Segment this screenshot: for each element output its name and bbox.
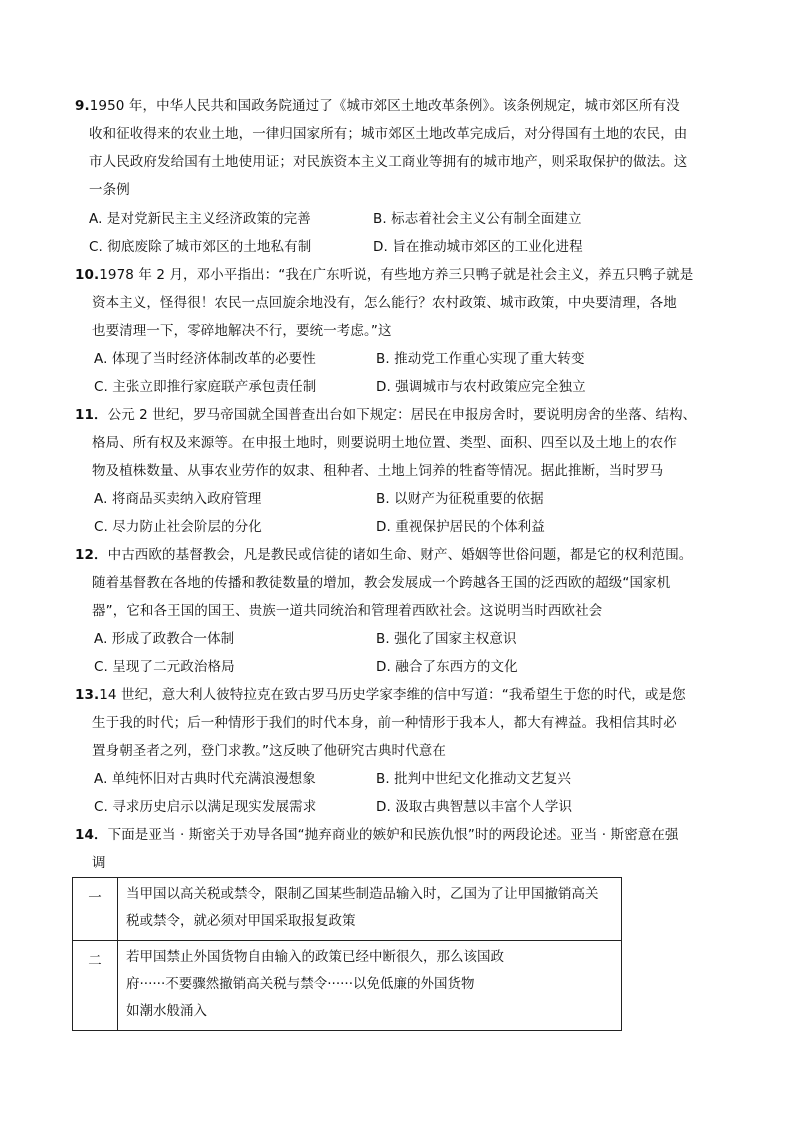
question-11-option-d[interactable]: D. 重视保护居民的个体利益 [376,519,545,535]
question-12-option-b[interactable]: B. 强化了国家主权意识 [376,631,517,647]
question-9-line-3: 市人民政府发给国有土地使用证；对民族资本主义工商业等拥有的城市地产，则采取保护的做法。这 [89,154,688,170]
question-12-option-d[interactable]: D. 融合了东西方的文化 [376,659,518,675]
table-row [73,941,622,1031]
question-13-option-b[interactable]: B. 批判中世纪文化推动文艺复兴 [376,771,571,787]
question-9-number: 9. [75,98,90,114]
table-row [73,878,622,941]
question-14-table [72,877,622,1031]
row-text-2: 若甲国禁止外国货物自由输入的政策已经中断很久，那么该国政 府······不要骤然撤销高关税与禁令······以免低廉的外国货物 如潮水般涌入 [118,941,622,1031]
row-label-1: 一 [73,878,118,941]
question-9-line-2: 收和征收得来的农业土地，一律归国家所有；城市郊区土地改革完成后，对分得国有土地的农民，由 [89,126,688,142]
question-11-option-b[interactable]: B. 以财产为征税重要的依据 [376,491,544,507]
question-13-line-1: 13.14 世纪，意大利人彼特拉克在致古罗马历史学家李维的信中写道：“我希望生于您的时代，或是您 [75,687,686,703]
question-9-option-d[interactable]: D. 旨在推动城市郊区的工业化进程 [373,239,583,255]
question-10-number: 10. [75,267,100,283]
question-11-option-a[interactable]: A. 将商品买卖纳入政府管理 [94,491,262,507]
question-12-option-c[interactable]: C. 呈现了二元政治格局 [94,659,235,675]
question-9-line-1: 9.1950 年，中华人民共和国政务院通过了《城市郊区土地改革条例》。该条例规定，城市郊区所有没 [75,98,680,114]
question-13-option-c[interactable]: C. 寻求历史启示以满足现实发展需求 [94,799,317,815]
question-14-line-2: 调 [92,855,106,871]
question-11-line-2: 格局、所有权及来源等。在申报土地时，则要说明土地位置、类型、面积、四至以及土地上的农作 [92,435,677,451]
question-10-option-b[interactable]: B. 推动党工作重心实现了重大转变 [376,351,585,367]
question-13-option-d[interactable]: D. 汲取古典智慧以丰富个人学识 [376,799,573,815]
question-10-line-1: 10.1978 年 2 月，邓小平指出：“我在广东听说，有些地方养三只鸭子就是社会主义，养五只鸭子就是 [75,267,694,283]
question-14-number: 14． [75,827,108,843]
question-12-line-1: 12．中古西欧的基督教会，凡是教民或信徒的诸如生命、财产、婚姻等世俗问题，都是它的权利范围。 [75,547,693,563]
question-11-number: 11． [75,407,108,423]
question-10-option-c[interactable]: C. 主张立即推行家庭联产承包责任制 [94,379,317,395]
question-12-number: 12． [75,547,108,563]
question-10-option-d[interactable]: D. 强调城市与农村政策应完全独立 [376,379,586,395]
question-9-option-c[interactable]: C. 彻底废除了城市郊区的土地私有制 [89,239,312,255]
question-11-line-3: 物及植株数量、从事农业劳作的奴隶、租种者、土地上饲养的牲畜等情况。据此推断，当时罗马 [92,463,664,479]
question-9-option-a[interactable]: A. 是对党新民主主义经济政策的完善 [89,211,311,227]
question-10-line-2: 资本主义，怪得很！农民一点回旋余地没有，怎么能行？农村政策、城市政策，中央要清理，各地 [92,295,677,311]
question-13-line-2: 生于我的时代；后一种情形于我们的时代本身，前一种情形于我本人，都大有裨益。我相信其时必 [92,715,677,731]
question-11-option-c[interactable]: C. 尽力防止社会阶层的分化 [94,519,262,535]
question-12-line-3: 器”，它和各王国的国王、贵族一道共同统治和管理着西欧社会。这说明当时西欧社会 [92,603,603,619]
question-12-line-2: 随着基督教在各地的传播和教徒数量的增加，教会发展成一个跨越各王国的泛西欧的超级“国家机 [92,575,671,591]
question-11-line-1: 11．公元 2 世纪，罗马帝国就全国普查出台如下规定：居民在申报房舍时，要说明房舍的坐落、结构、 [75,407,697,423]
question-9-option-b[interactable]: B. 标志着社会主义公有制全面建立 [373,211,582,227]
question-9-line-4: 一条例 [89,182,130,198]
question-14-line-1: 14．下面是亚当 · 斯密关于劝导各国“抛弃商业的嫉妒和民族仇恨”时的两段论述。亚当 · 斯密意在强 [75,827,679,843]
question-13-number: 13. [75,687,100,703]
row-text-1: 当甲国以高关税或禁令，限制乙国某些制造品输入时，乙国为了让甲国撤销高关 税或禁令，就必须对甲国采取报复政策 [118,878,622,941]
question-12-option-a[interactable]: A. 形成了政教合一体制 [94,631,235,647]
question-13-option-a[interactable]: A. 单纯怀旧对古典时代充满浪漫想象 [94,771,316,787]
row-label-2: 二 [73,941,118,1031]
question-10-option-a[interactable]: A. 体现了当时经济体制改革的必要性 [94,351,316,367]
question-10-line-3: 也要清理一下，零碎地解决不行，要统一考虑。”这 [92,323,392,339]
question-13-line-3: 置身朝圣者之列，登门求教。”这反映了他研究古典时代意在 [92,743,446,759]
